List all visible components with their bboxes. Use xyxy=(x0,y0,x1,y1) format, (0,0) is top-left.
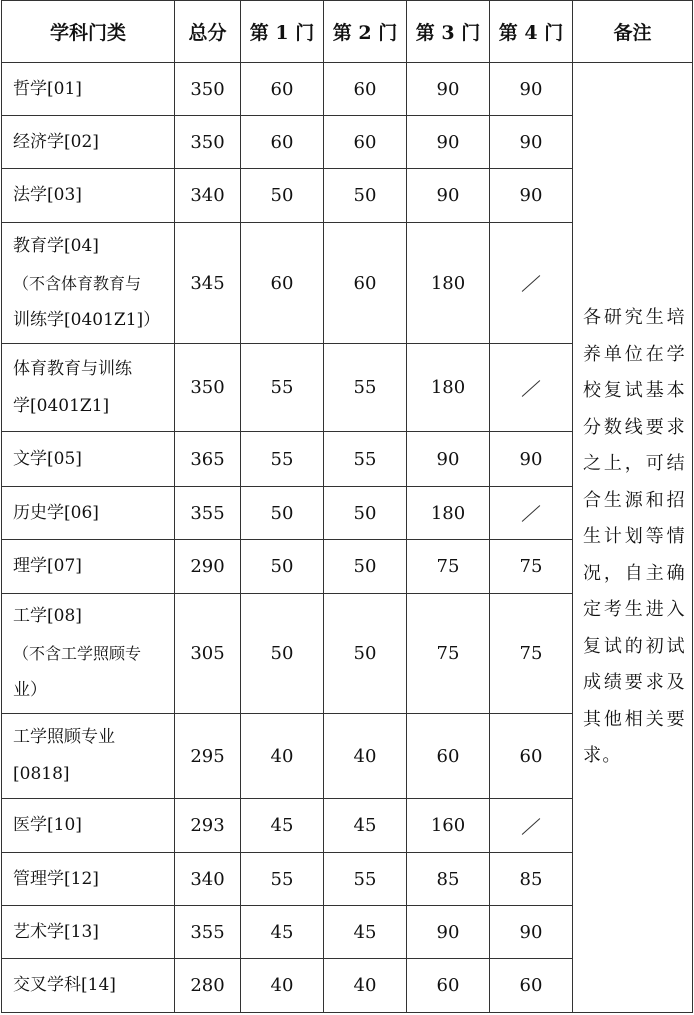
subject-score-cell: 60 xyxy=(324,223,407,344)
subject-cell xyxy=(2,799,175,853)
subject-line: （不含体育教育与 xyxy=(13,273,142,293)
total-score-cell: 280 xyxy=(175,959,241,1013)
subject-cell xyxy=(2,959,175,1013)
subject-score-cell: 90 xyxy=(407,63,490,116)
subject-cell xyxy=(2,540,175,594)
total-score-cell: 290 xyxy=(175,540,241,594)
total-score-cell: 365 xyxy=(175,432,241,487)
subject-score-cell: 55 xyxy=(324,344,407,432)
subject-cell xyxy=(2,116,175,169)
subject-score-cell: 90 xyxy=(407,116,490,169)
subject-line: 工学照顾专业 xyxy=(13,727,115,747)
subject-score-cell: 180 xyxy=(407,487,490,540)
total-score-cell: 355 xyxy=(175,487,241,540)
subject-score-cell: 60 xyxy=(324,116,407,169)
subject-line: （不含工学照顾专 xyxy=(13,644,142,663)
subject-score-cell: 60 xyxy=(241,223,324,344)
subject-score-cell: 75 xyxy=(407,594,490,714)
subject-score-cell: 55 xyxy=(241,853,324,906)
subject-line: 工学[08] xyxy=(13,606,82,626)
not-applicable-slash xyxy=(522,818,541,835)
subject-cell xyxy=(2,223,175,344)
subject-line: 哲学[01] xyxy=(13,78,82,99)
subject-score-cell: 55 xyxy=(324,853,407,906)
subject-score-cell: 40 xyxy=(241,714,324,799)
not-applicable-slash xyxy=(522,380,541,397)
header-total: 总分 xyxy=(175,1,241,63)
subject-score-cell: 45 xyxy=(324,906,407,959)
total-score-cell: 345 xyxy=(175,223,241,344)
subject-score-cell xyxy=(490,799,573,853)
total-score-cell: 355 xyxy=(175,906,241,959)
total-score-cell: 340 xyxy=(175,853,241,906)
subject-cell xyxy=(2,853,175,906)
score-table xyxy=(1,0,693,1013)
subject-line: 法学[03] xyxy=(13,185,82,205)
header-row xyxy=(2,1,693,63)
subject-score-cell: 60 xyxy=(407,959,490,1013)
subject-line: 交叉学科[14] xyxy=(13,975,116,995)
subject-score-cell: 50 xyxy=(324,169,407,223)
subject-score-cell: 90 xyxy=(490,63,573,116)
subject-score-cell: 50 xyxy=(241,594,324,714)
subject-score-cell: 50 xyxy=(324,487,407,540)
subject-score-cell xyxy=(490,344,573,432)
subject-score-cell: 60 xyxy=(241,63,324,116)
header-note: 备注 xyxy=(573,1,693,63)
subject-score-cell: 75 xyxy=(490,594,573,714)
subject-line: 历史学[06] xyxy=(13,502,99,523)
subject-score-cell: 85 xyxy=(407,853,490,906)
subject-cell xyxy=(2,63,175,116)
subject-score-cell: 75 xyxy=(407,540,490,594)
header-subject-4: 第 4 门 xyxy=(490,1,573,63)
subject-score-cell: 90 xyxy=(407,169,490,223)
subject-score-cell: 60 xyxy=(490,959,573,1013)
subject-line: [0818] xyxy=(13,764,70,784)
subject-cell xyxy=(2,344,175,432)
subject-score-cell: 60 xyxy=(241,116,324,169)
header-subject-1: 第 1 门 xyxy=(241,1,324,63)
total-score-cell: 350 xyxy=(175,116,241,169)
subject-score-cell: 90 xyxy=(490,116,573,169)
subject-score-cell: 90 xyxy=(490,906,573,959)
subject-score-cell: 90 xyxy=(490,432,573,487)
subject-score-cell: 90 xyxy=(407,432,490,487)
total-score-cell: 350 xyxy=(175,63,241,116)
subject-score-cell xyxy=(490,487,573,540)
subject-cell xyxy=(2,594,175,714)
subject-line: 体育教育与训练 xyxy=(13,358,132,379)
subject-line: 文学[05] xyxy=(13,448,82,469)
subject-score-cell: 90 xyxy=(407,906,490,959)
subject-line: 学[0401Z1] xyxy=(13,395,110,416)
subject-line: 训练学[0401Z1]） xyxy=(13,309,161,330)
subject-score-cell: 85 xyxy=(490,853,573,906)
subject-score-cell: 60 xyxy=(324,63,407,116)
subject-score-cell: 45 xyxy=(241,906,324,959)
subject-score-cell: 50 xyxy=(324,594,407,714)
subject-line: 医学[10] xyxy=(13,815,82,835)
subject-cell xyxy=(2,487,175,540)
total-score-cell: 295 xyxy=(175,714,241,799)
subject-score-cell: 60 xyxy=(407,714,490,799)
header-subject-3: 第 3 门 xyxy=(407,1,490,63)
subject-cell xyxy=(2,906,175,959)
total-score-cell: 293 xyxy=(175,799,241,853)
subject-score-cell: 40 xyxy=(324,959,407,1013)
not-applicable-slash xyxy=(522,275,541,292)
subject-score-cell: 40 xyxy=(324,714,407,799)
subject-line: 艺术学[13] xyxy=(13,921,99,942)
subject-score-cell: 180 xyxy=(407,223,490,344)
subject-line: 教育学[04] xyxy=(13,235,99,256)
subject-score-cell: 55 xyxy=(241,432,324,487)
subject-score-cell: 45 xyxy=(324,799,407,853)
subject-cell xyxy=(2,169,175,223)
note-cell: 各研究生培养单位在学校复试基本分数线要求之上，可结合生源和招生计划等情况，自主确定考生进入复试的初试成绩要求及其他相关要求。 xyxy=(573,63,693,1013)
subject-line: 理学[07] xyxy=(13,556,82,576)
subject-score-cell: 75 xyxy=(490,540,573,594)
table-row xyxy=(2,63,693,116)
subject-score-cell: 50 xyxy=(241,169,324,223)
subject-score-cell: 50 xyxy=(324,540,407,594)
subject-score-cell: 55 xyxy=(241,344,324,432)
header-subject-2: 第 2 门 xyxy=(324,1,407,63)
subject-score-cell: 90 xyxy=(490,169,573,223)
subject-score-cell: 60 xyxy=(490,714,573,799)
not-applicable-slash xyxy=(522,505,541,522)
subject-score-cell: 40 xyxy=(241,959,324,1013)
subject-score-cell: 55 xyxy=(324,432,407,487)
subject-score-cell: 50 xyxy=(241,540,324,594)
total-score-cell: 305 xyxy=(175,594,241,714)
subject-score-cell xyxy=(490,223,573,344)
subject-score-cell: 160 xyxy=(407,799,490,853)
total-score-cell: 340 xyxy=(175,169,241,223)
subject-score-cell: 180 xyxy=(407,344,490,432)
subject-score-cell: 50 xyxy=(241,487,324,540)
subject-cell xyxy=(2,714,175,799)
subject-score-cell: 45 xyxy=(241,799,324,853)
header-subject: 学科门类 xyxy=(2,1,175,63)
subject-cell xyxy=(2,432,175,487)
total-score-cell: 350 xyxy=(175,344,241,432)
subject-line: 业） xyxy=(13,680,47,700)
subject-line: 经济学[02] xyxy=(13,131,99,152)
subject-line: 管理学[12] xyxy=(13,868,99,889)
